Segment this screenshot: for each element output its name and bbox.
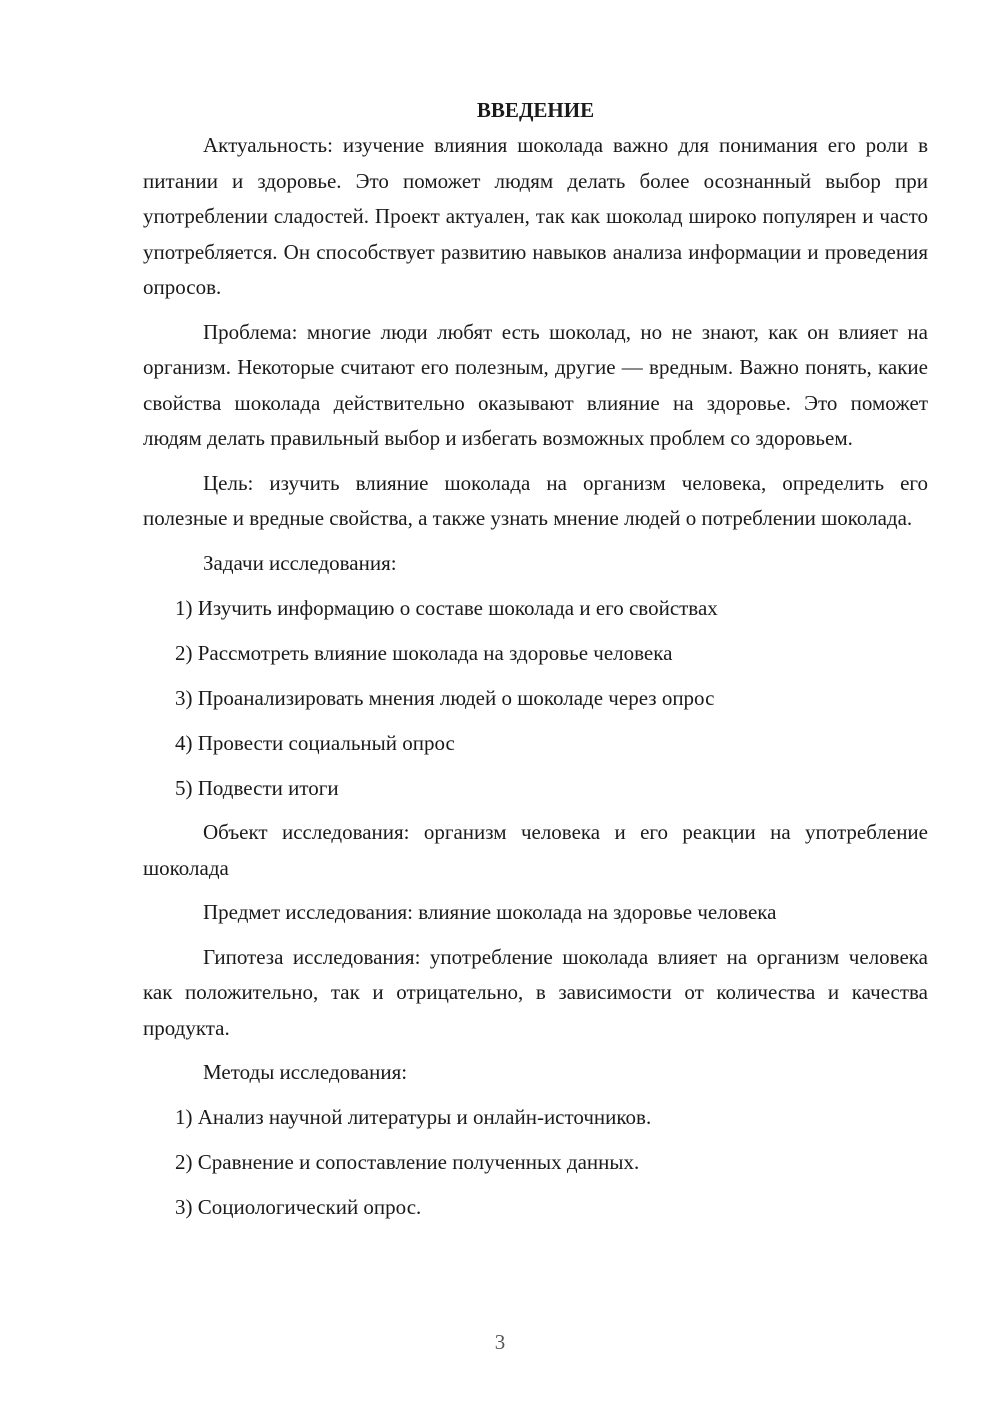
subject-paragraph: Предмет исследования: влияние шоколада на здоровье человека <box>203 900 777 924</box>
method-item: 2) Сравнение и сопоставление полученных данных. <box>175 1150 640 1174</box>
relevance-paragraph: Актуальность: изучение влияния шоколада важно для понимания его роли в питании и здоровье. Это поможет людям делать более осознанный выбор при употреблении сладостей. Проект актуален, так как шоколад широко популярен и часто употребляется. Он способствует развитию навыков анализа информации и проведения опросов. <box>143 133 928 299</box>
problem-paragraph: Проблема: многие люди любят есть шоколад, но не знают, как он влияет на организм. Некоторые считают его полезным, другие — вредным. Важно понять, какие свойства шоколада действительно оказывают влияние на здоровье. Это поможет людям делать правильный выбор и избегать возможных проблем со здоровьем. <box>143 319 928 450</box>
goal-paragraph: Цель: изучить влияние шоколада на организм человека, определить его полезные и вредные свойства, а также узнать мнение людей о потреблении шоколада. <box>143 470 928 530</box>
tasks-title: Задачи исследования: <box>203 550 397 575</box>
task-item: 3) Проанализировать мнения людей о шоколаде через опрос <box>175 685 715 710</box>
methods-title: Методы исследования: <box>203 1060 408 1084</box>
method-item: 3) Социологический опрос. <box>175 1195 422 1219</box>
task-item: 1) Изучить информацию о составе шоколада и его свойствах <box>175 595 718 620</box>
method-item: 1) Анализ научной литературы и онлайн-источников. <box>175 1105 652 1129</box>
document-page <box>143 92 928 1226</box>
object-paragraph: Объект исследования: организм человека и его реакции на употребление шоколада <box>143 820 928 880</box>
page-number: 3 <box>494 1330 506 1354</box>
hypothesis-paragraph: Гипотеза исследования: употребление шоколада влияет на организм человека как положительно, так и отрицательно, в зависимости от количества и качества продукта. <box>143 944 928 1040</box>
section-heading: ВВЕДЕНИЕ <box>476 98 595 122</box>
task-item: 5) Подвести итоги <box>175 775 339 800</box>
task-item: 2) Рассмотреть влияние шоколада на здоровье человека <box>175 640 673 665</box>
task-item: 4) Провести социальный опрос <box>175 730 455 755</box>
